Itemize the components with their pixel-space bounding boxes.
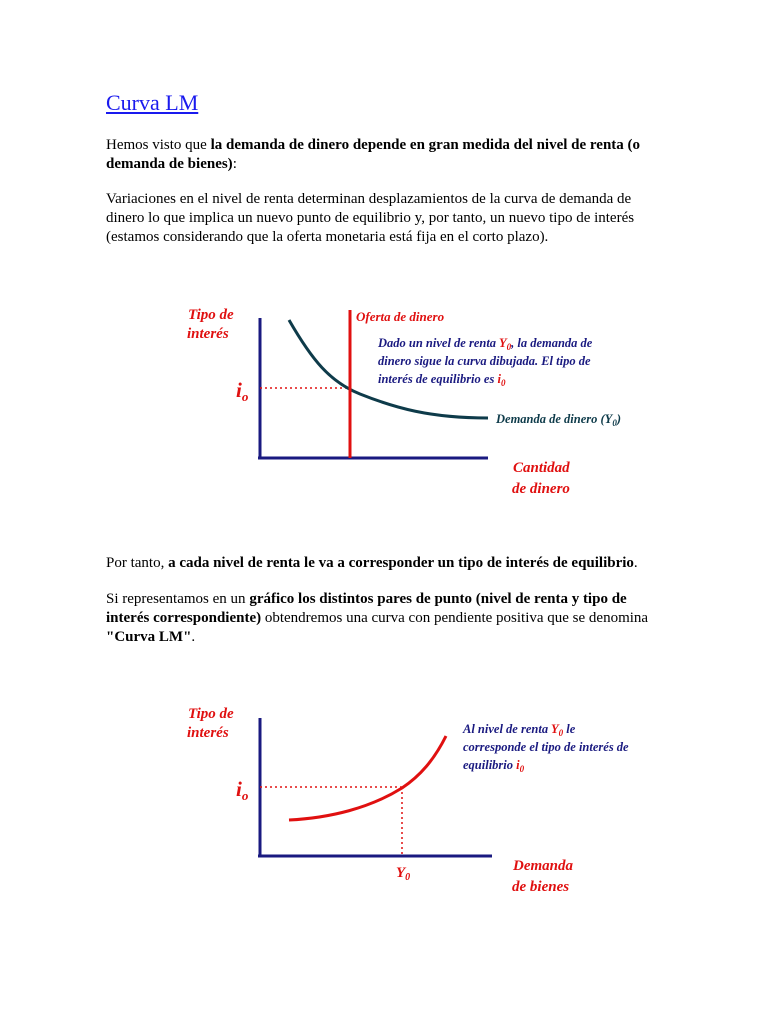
conclusion-paragraph — [106, 554, 666, 573]
y-axis-label-1: Tipo de — [188, 307, 234, 323]
y-axis-label-1: Tipo de — [188, 706, 234, 722]
note-line-1: Al nivel de renta $Y_0$ le — [463, 722, 576, 738]
note-line-1: Dado un nivel de renta $Y_0$, la demanda de — [378, 336, 593, 352]
conclusion-text: Por tanto, — [106, 555, 169, 571]
note-line-2: corresponde el tipo de interés de — [463, 740, 629, 754]
intro-paragraph — [106, 136, 666, 174]
variations-paragraph: Variaciones en el nivel de renta determinan desplazamientos de la curva de demanda de dinero lo que implica un nuevo punto de equilibrio y, por tanto, un nuevo tipo de interés (estamos considerando que la oferta monetaria está fija en el corto plazo). — [106, 191, 635, 245]
lm-text-2: obtendremos una curva con pendiente positiva que se denomina — [261, 610, 649, 626]
demand-curve-label: Demanda de dinero $(Y_0)$ — [496, 412, 621, 428]
lm-bold-2: "Curva LM" — [106, 629, 192, 645]
lm-text-1: Si representamos en un — [106, 591, 250, 607]
intro-bold: la demanda de dinero depende en gran medida del nivel de renta (o demanda de bienes) — [106, 137, 641, 172]
lm-curve — [289, 736, 446, 820]
y-axis-label-2: interés — [187, 326, 229, 342]
note-line-3: equilibrio $i_0$ — [463, 758, 525, 774]
lm-end: . — [191, 629, 196, 645]
money-demand-figure — [0, 290, 768, 510]
interest-i0-label: io — [236, 378, 249, 404]
page-title[interactable]: Curva LM — [106, 90, 199, 115]
lm-paragraph — [106, 590, 666, 647]
interest-i0-label: io — [236, 777, 249, 803]
note-line-3: interés de equilibrio es $i_0$ — [378, 372, 506, 388]
income-y0-label: $Y_0$ — [396, 865, 411, 883]
money-demand-curve — [289, 320, 488, 418]
lm-bold-1: gráfico los distintos pares de punto (nivel de renta y tipo de interés correspondiente) — [106, 591, 627, 626]
x-axis-label-2: de bienes — [512, 879, 570, 895]
y-axis-label-2: interés — [187, 725, 229, 741]
note-line-2: dinero sigue la curva dibujada. El tipo de — [378, 354, 591, 368]
conclusion-bold: a cada nivel de renta le va a corresponder un tipo de interés de equilibrio — [168, 555, 634, 571]
intro-text: Hemos visto que — [106, 137, 211, 153]
x-axis-label-1: Demanda — [513, 858, 573, 874]
lm-curve-figure — [0, 690, 768, 910]
x-axis-label-2: de dinero — [512, 481, 570, 497]
x-axis-label-1: Cantidad — [513, 460, 570, 476]
supply-label: Oferta de dinero — [356, 309, 445, 324]
conclusion-end: . — [633, 555, 638, 571]
intro-end: : — [232, 156, 237, 172]
